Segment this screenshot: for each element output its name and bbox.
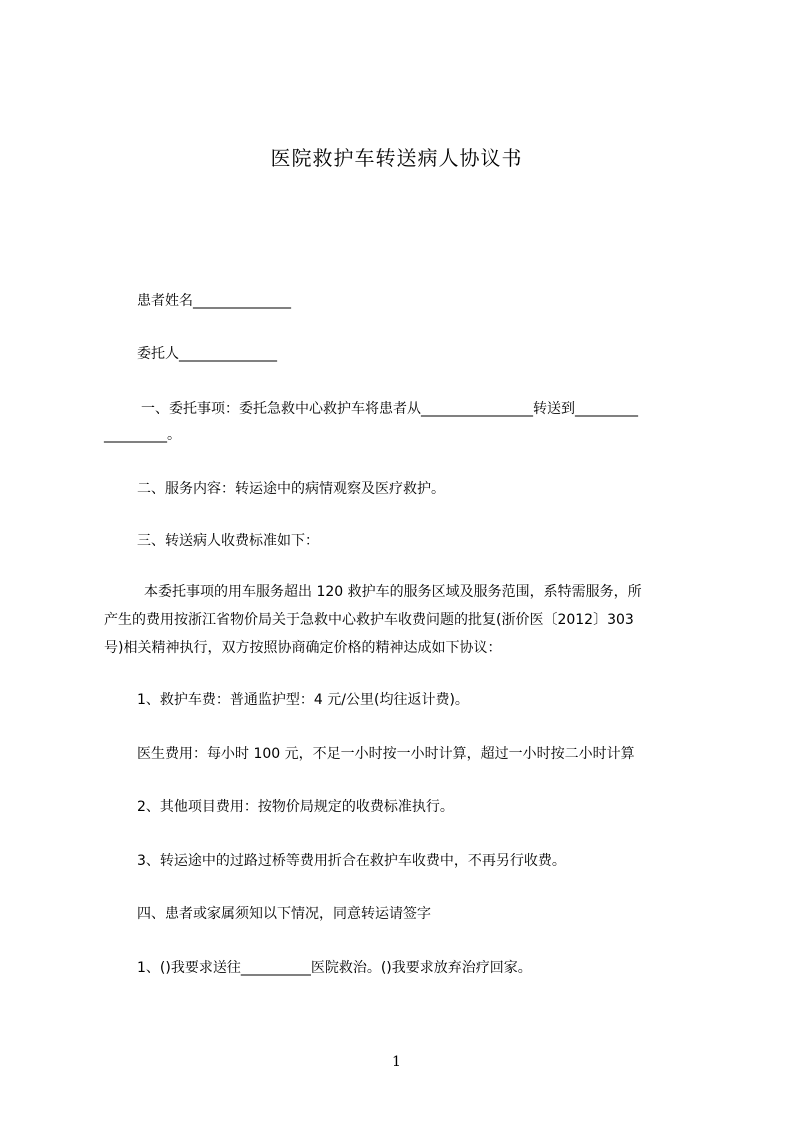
agreement-paragraph-line-2: 产生的费用按浙江省物价局关于急救中心救护车收费问题的批复(浙价医〔2012〕303 bbox=[104, 612, 634, 628]
item-1-line-2: _________。 bbox=[104, 427, 181, 443]
option-1-choices: 1、()我要求送往__________医院救治。()我要求放弃治疗回家。 bbox=[137, 960, 532, 976]
fee-1-ambulance: 1、救护车费：普通监护型：4 元/公里(均往返计费)。 bbox=[137, 692, 469, 708]
item-2-service-content: 二、服务内容：转运途中的病情观察及医疗救护。 bbox=[137, 481, 445, 497]
document-title: 医院救护车转送病人协议书 bbox=[270, 146, 523, 170]
agreement-paragraph-line-3: 号)相关精神执行，双方按照协商确定价格的精神达成如下协议： bbox=[104, 640, 502, 656]
fee-2-other-items: 2、其他项目费用：按物价局规定的收费标准执行。 bbox=[137, 799, 454, 815]
doctor-fee: 医生费用：每小时 100 元，不足一小时按一小时计算，超过一小时按二小时计算 bbox=[137, 746, 635, 762]
item-1-line-1: 一、委托事项：委托急救中心救护车将患者从________________转送到_________ bbox=[141, 401, 638, 417]
page-number: 1 bbox=[392, 1054, 401, 1070]
item-4-notice-heading: 四、患者或家属须知以下情况，同意转运请签字 bbox=[137, 906, 431, 922]
patient-name-field: 患者姓名______________ bbox=[137, 293, 291, 309]
principal-field: 委托人______________ bbox=[137, 346, 277, 362]
fee-3-tolls: 3、转运途中的过路过桥等费用折合在救护车收费中，不再另行收费。 bbox=[137, 853, 566, 869]
agreement-paragraph-line-1: 本委托事项的用车服务超出 120 救护车的服务区域及服务范围，系特需服务，所 bbox=[144, 584, 642, 600]
item-3-fee-standard-heading: 三、转送病人收费标准如下： bbox=[137, 533, 319, 549]
